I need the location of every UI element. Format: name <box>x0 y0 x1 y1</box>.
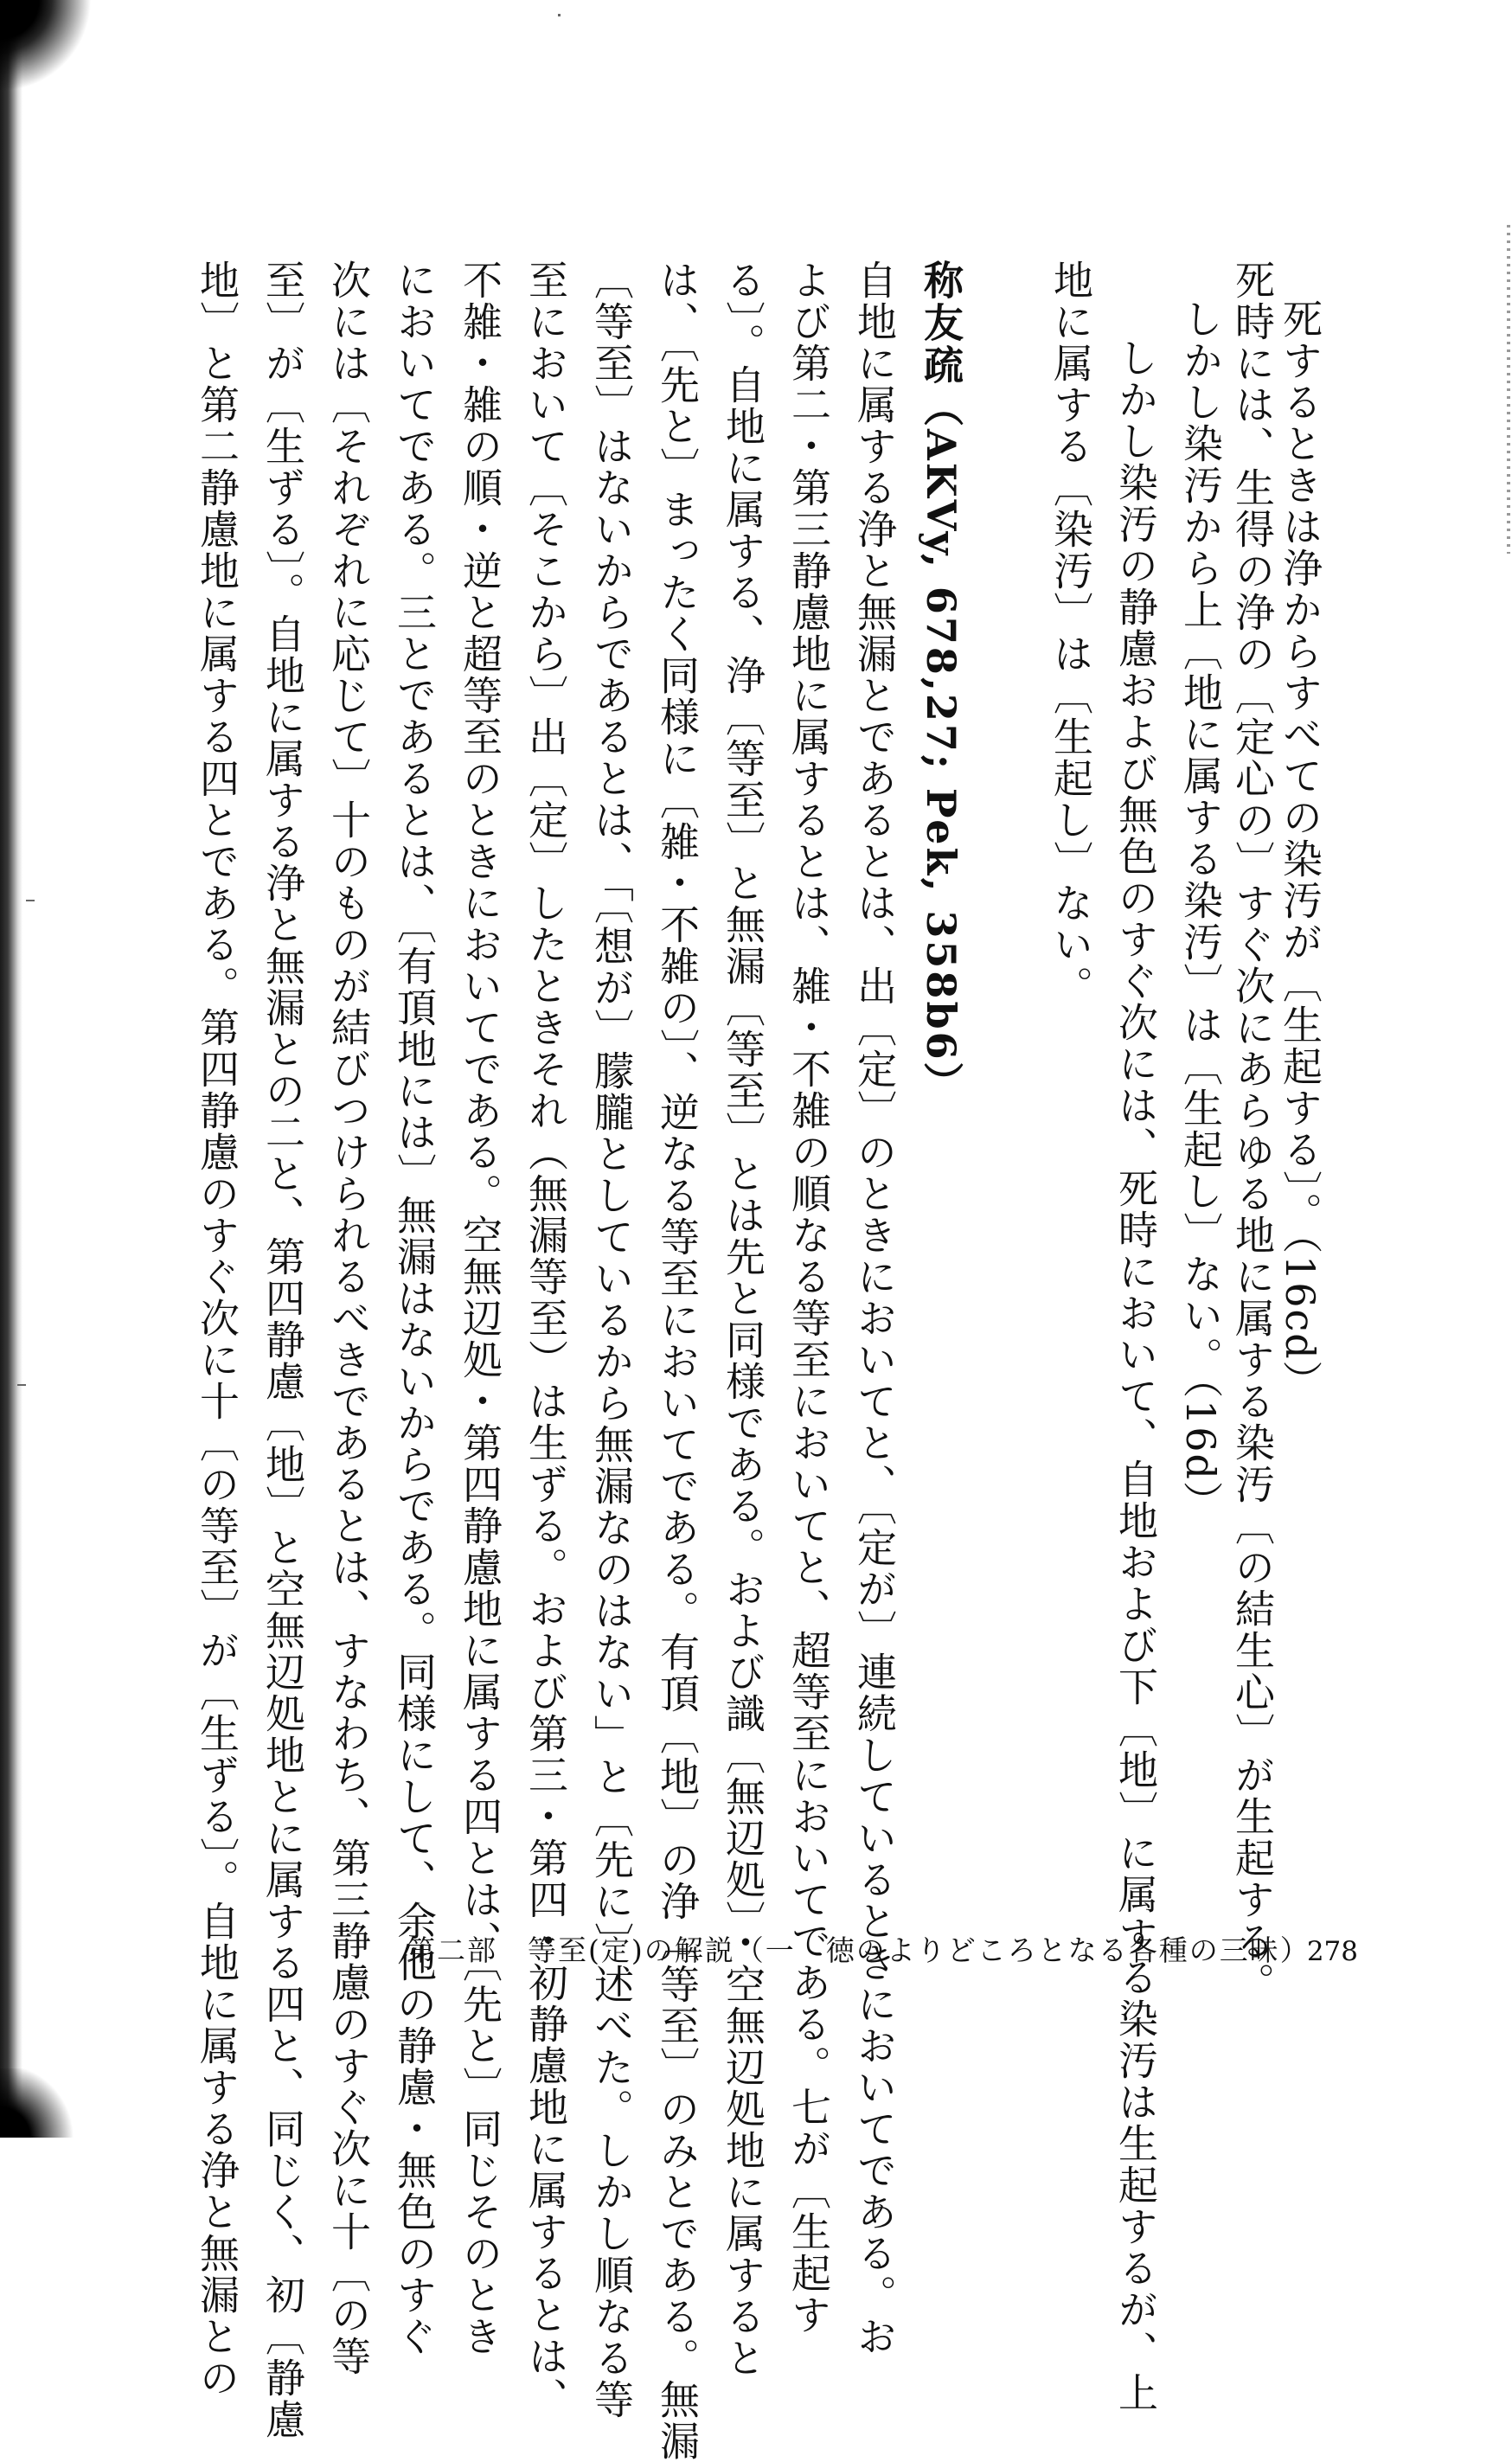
scan-edge-right <box>1507 225 1510 554</box>
text-column-7: 自地に属する浄と無漏とであるとは、出〔定〕のときにおいてと、〔定が〕連続しているときにおいてである。お <box>851 260 898 2357</box>
page-number: 278 <box>1306 1936 1358 1967</box>
text-column-17: 地〕と第二静慮地に属する四とである。第四静慮のすぐ次に十〔の等至〕が〔生ずる〕。自地に属する浄と無漏との <box>194 260 240 2399</box>
text-column-16: 至〕が〔生ずる〕。自地に属する浄と無漏との二と、第四静慮〔地〕と空無辺処地とに属する四と、同じく、初〔静慮 <box>259 260 306 2440</box>
text-column-2: 死時には、生得の浄の〔定心の〕すぐ次にあらゆる地に属する染汚〔の結生心〕が生起する。 <box>1229 260 1276 2004</box>
scan-speck <box>26 900 35 901</box>
scan-corner-bottom-left <box>0 2068 78 2138</box>
scan-corner-top-left <box>0 0 95 95</box>
scan-speck <box>17 1384 26 1386</box>
text-column-8: よび第二・第三静慮地に属するとは、雑・不雑の順なる等至においてと、超等至においてである。七が〔生起す <box>785 260 832 2336</box>
text-column-13: 不雑・雑の順・逆と超等至のときにおいてである。空無辺処・第四静慮地に属する四とは、〔先と〕同じそのとき <box>457 260 503 2357</box>
scan-edge-shadow <box>0 0 22 2138</box>
section-heading: 称友疏（AKVy, 678,27; Pek, 358b6） <box>918 260 964 1105</box>
text-column-10: は、〔先と〕まったく同様に〔雑・不雑の〕、逆なる等至においてである。有頂〔地〕の浄〔等至〕のみとである。無漏 <box>654 260 701 2462</box>
text-column-3: しかし染汚から上〔地に属する染汚〕は〔生起し〕ない。（16d） <box>1177 298 1224 1523</box>
running-head: 第二部 等至(定)の解説（一 徳のよりどころとなる各種の三昧） <box>407 1933 1310 1967</box>
text-column-4: しかし染汚の静慮および無色のすぐ次には、死時において、自地および下〔地〕に属する染汚は生起するが、上 <box>1112 337 1159 2414</box>
text-column-9: る〕。自地に属する、浄〔等至〕と無漏〔等至〕とは先と同様である。および識〔無辺処〕・空無辺処地に属すると <box>720 260 766 2379</box>
text-column-14: においてである。三とであるとは、〔有頂地には〕無漏はないからである。同様にして、余他の静慮・無色のすぐ <box>391 260 438 2357</box>
text-column-5: 地に属する〔染汚〕は〔生起し〕ない。 <box>1048 260 1094 1007</box>
text-column-15: 次には〔それぞれに応じて〕十のものが結びつけられるべきであるとは、すなわち、第三静慮のすぐ次に十〔の等 <box>325 260 372 2377</box>
scan-speck <box>558 14 561 16</box>
text-column-12: 至において〔そこから〕出〔定〕したときそれ（無漏等至）は生ずる。および第三・第四・初静慮地に属するとは、 <box>522 260 569 2419</box>
page-footer <box>407 1933 1358 1969</box>
text-column-11: 〔等至〕はないからであるとは、「〔想が〕朦朧としているから無漏なのはない」と〔先に〕述べた。しかし順なる等 <box>588 260 635 2420</box>
text-column-1: 死するときは浄からすべての染汚が〔生起する〕。（16cd） <box>1277 298 1323 1402</box>
